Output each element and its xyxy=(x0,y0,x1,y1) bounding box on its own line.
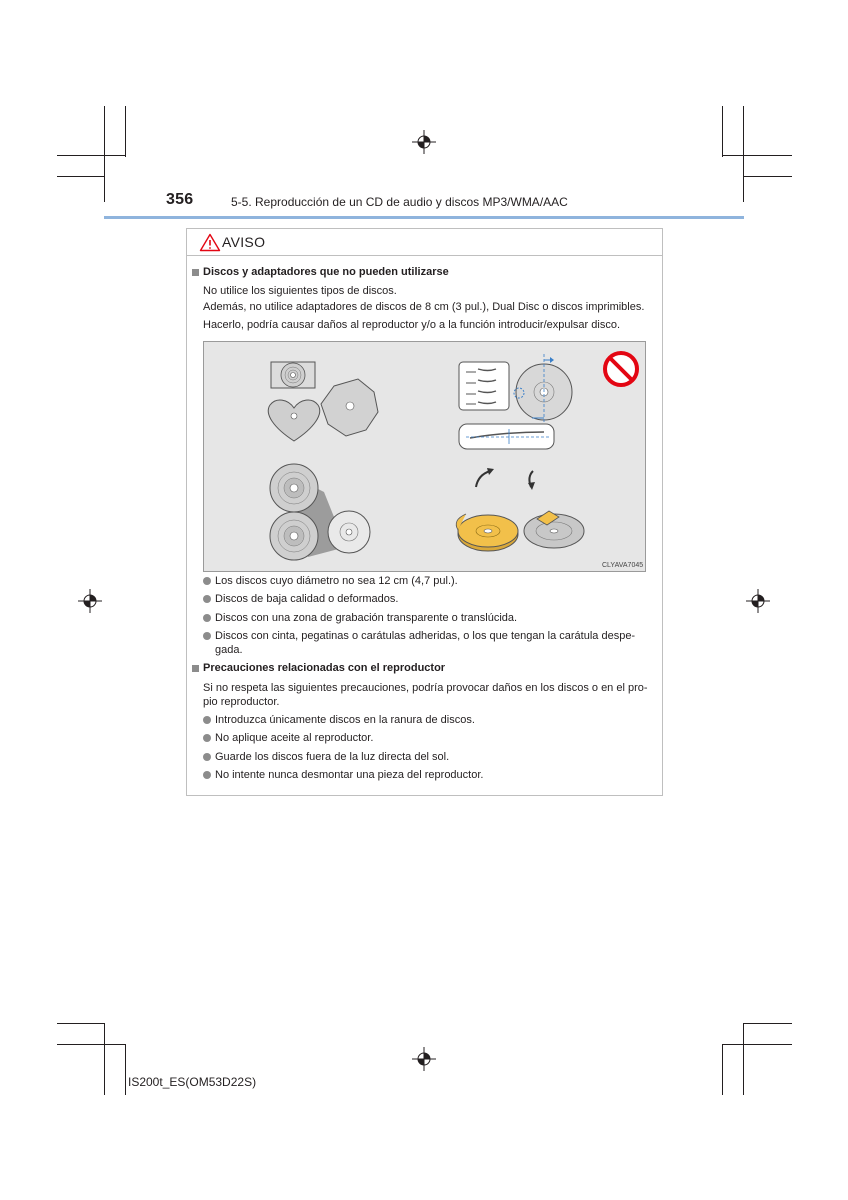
list-item: Discos de baja calidad o deformados. xyxy=(215,593,399,605)
list-item: Introduzca únicamente discos en la ranura de discos. xyxy=(215,714,475,726)
list-item: Discos con cinta, pegatinas o carátulas adheridas, o los que tengan la carátula despe- xyxy=(215,630,636,642)
disc-illustration xyxy=(203,341,646,572)
body-text: Si no respeta las siguientes precauciones, podría provocar daños en los discos o en el pro- xyxy=(203,682,648,694)
bullet-icon xyxy=(203,716,211,724)
bullet-icon xyxy=(203,734,211,742)
body-text: No utilice los siguientes tipos de discos. xyxy=(203,285,397,297)
list-item: Discos con una zona de grabación transparente o translúcida. xyxy=(215,612,518,624)
list-item: Guarde los discos fuera de la luz directa del sol. xyxy=(215,751,450,763)
list-item: No aplique aceite al reproductor. xyxy=(215,732,374,744)
warning-triangle-icon xyxy=(199,233,221,252)
header-rule xyxy=(104,216,744,219)
bullet-icon xyxy=(203,614,211,622)
registration-mark-icon xyxy=(412,130,436,154)
document-code: IS200t_ES(OM53D22S) xyxy=(128,1075,257,1089)
bullet-icon xyxy=(203,595,211,603)
bullet-icon xyxy=(203,771,211,779)
body-text: pio reproductor. xyxy=(203,696,280,708)
section-marker xyxy=(192,665,199,672)
section-title: 5-5. Reproducción de un CD de audio y discos MP3/WMA/AAC xyxy=(231,195,568,209)
registration-mark-icon xyxy=(746,589,770,613)
bullet-icon xyxy=(203,753,211,761)
bullet-icon xyxy=(203,632,211,640)
section-heading: Discos y adaptadores que no pueden utilizarse xyxy=(203,266,449,278)
section-heading: Precauciones relacionadas con el reproductor xyxy=(203,662,446,674)
body-text: Además, no utilice adaptadores de discos de 8 cm (3 pul.), Dual Disc o discos imprimibles. xyxy=(203,301,645,313)
registration-mark-icon xyxy=(412,1047,436,1071)
list-item: Los discos cuyo diámetro no sea 12 cm (4,7 pul.). xyxy=(215,575,458,587)
figure-code: CLYAVA7045 xyxy=(602,562,644,569)
registration-mark-icon xyxy=(78,589,102,613)
warning-label: AVISO xyxy=(222,234,266,250)
bullet-icon xyxy=(203,577,211,585)
page-number: 356 xyxy=(166,191,194,208)
list-item-continuation: gada. xyxy=(215,644,243,656)
section-marker xyxy=(192,269,199,276)
prohibited-discs-drawing xyxy=(204,342,645,571)
body-text: Hacerlo, podría causar daños al reproductor y/o a la función introducir/expulsar disco. xyxy=(203,319,621,331)
list-item: No intente nunca desmontar una pieza del reproductor. xyxy=(215,769,484,781)
